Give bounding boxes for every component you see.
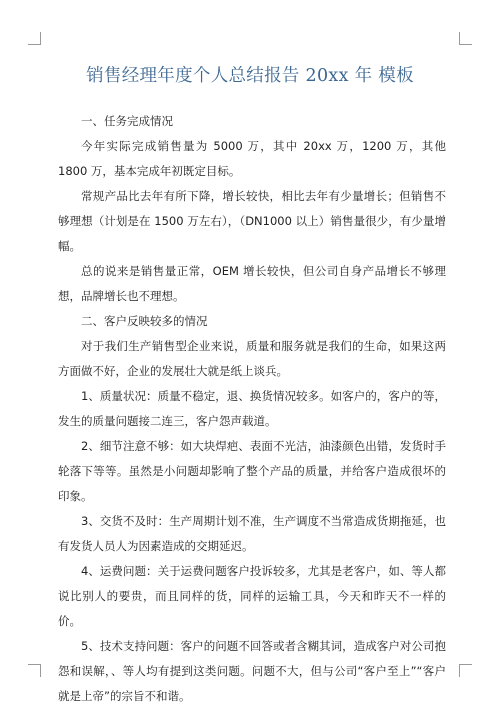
crop-mark-bottom-left	[28, 664, 41, 677]
document-body	[58, 109, 446, 709]
paragraph-regular-products: 常规产品比去年有所下降，增长较快，相比去年有少量增长；但销售不够理想（计划是在 1500 万左右），（DN1000 以上）销售量很少，有少量增幅。	[58, 189, 446, 253]
crop-mark-top-left	[28, 32, 41, 45]
paragraph-quality-status: 1、质量状况：质量不稳定，退、换货情况较多。如客户的，客户的等，发生的质量问题接二连三，客户怨声载道。	[58, 389, 446, 428]
paragraph-shipping-cost: 4、运费问题：关于运费问题客户投诉较多，尤其是老客户，如、等人都说比别人的要贵，而且同样的货，同样的运输工具，今天和昨天不一样的价。	[58, 564, 446, 628]
paragraph-technical-support: 5、技术支持问题：客户的问题不回答或者含糊其词，造成客户对公司抱怨和误解，、等人均有提到这类问题。问题不大，但与公司“客户至上”“客户就是上帝”的宗旨不和谐。	[58, 639, 446, 703]
paragraph-detail-attention: 2、细节注意不够：如大块焊疤、表面不光洁，油漆颜色出错，发货时手轮落下等等。虽然是小问题却影响了整个产品的质量，并给客户造成很坏的印象。	[58, 439, 446, 503]
paragraph-quality-and-service: 对于我们生产销售型企业来说，质量和服务就是我们的生命，如果这两方面做不好，企业的发展壮大就是纸上谈兵。	[58, 339, 446, 378]
document-title: 销售经理年度个人总结报告 20xx 年 模板	[86, 66, 414, 86]
section-heading-tasks: 一、任务完成情况	[81, 114, 173, 128]
crop-mark-top-right	[459, 32, 472, 45]
paragraph-sales-volume: 今年实际完成销售量为 5000 万，其中 20xx 万，1200 万，其他 1800 万，基本完成年初既定目标。	[58, 139, 446, 178]
section-heading-customer-feedback: 二、客户反映较多的情况	[81, 314, 208, 328]
crop-mark-bottom-right	[459, 664, 472, 677]
paragraph-overall-summary: 总的说来是销售量正常，OEM 增长较快，但公司自身产品增长不够理想，品牌增长也不理想。	[58, 264, 446, 303]
paragraph-delivery-delay: 3、交货不及时：生产周期计划不准，生产调度不当常造成货期拖延，也有发货人员人为因素造成的交期延迟。	[58, 514, 446, 553]
